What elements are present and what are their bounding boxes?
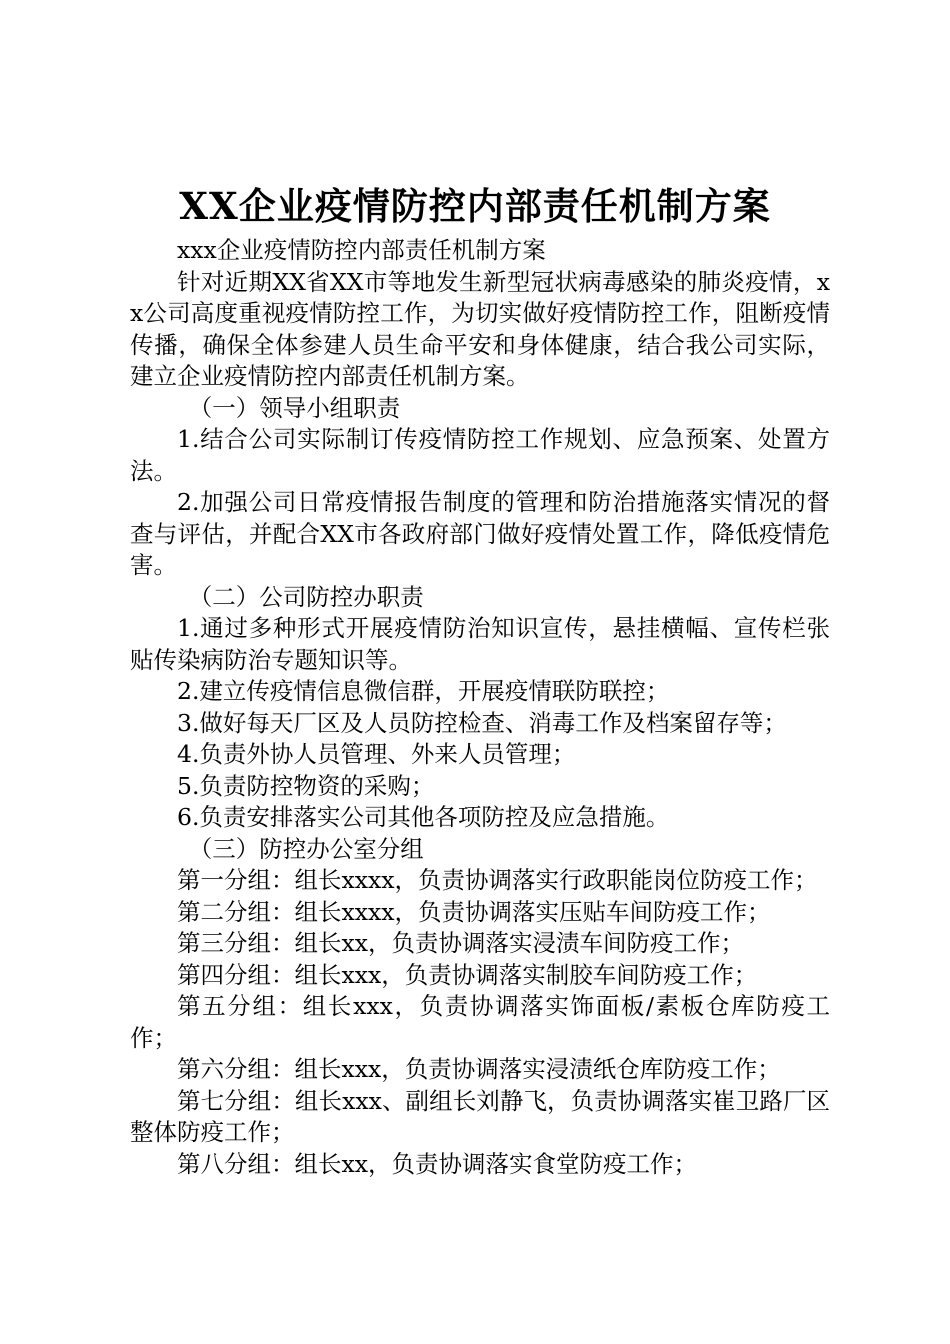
document-title: XX企业疫情防控内部责任机制方案 bbox=[179, 184, 771, 228]
paragraph-group-4: 第四分组：组长xxx，负责协调落实制胶车间防疫工作； bbox=[177, 960, 758, 989]
paragraph-intro: 针对近期XX省XX市等地发生新型冠状病毒感染的肺炎疫情，xx公司高度重视疫情防控工作，为切实做好疫情防控工作，阻断疫情传播，确保全体参建人员生命平安和身体健康，结合我公司实际，建立企业疫情防控内部责任机制方案。 bbox=[130, 267, 830, 390]
paragraph-group-5: 第五分组：组长xxx，负责协调落实饰面板/素板仓库防疫工作； bbox=[130, 992, 830, 1052]
section-heading-leadership: （一）领导小组职责 bbox=[188, 393, 401, 422]
paragraph-group-7: 第七分组：组长xxx、副组长刘静飞，负责协调落实崔卫路厂区整体防疫工作； bbox=[130, 1086, 830, 1146]
paragraph-office-3: 3.做好每天厂区及人员防控检查、消毒工作及档案留存等； bbox=[177, 708, 787, 737]
paragraph-office-5: 5.负责防控物资的采购； bbox=[177, 771, 435, 800]
section-heading-office: （二）公司防控办职责 bbox=[188, 582, 424, 611]
paragraph-group-6: 第六分组：组长xxx，负责协调落实浸渍纸仓库防疫工作； bbox=[177, 1055, 781, 1083]
paragraph-group-1: 第一分组：组长xxxx，负责协调落实行政职能岗位防疫工作； bbox=[177, 866, 818, 894]
paragraph-group-8: 第八分组：组长xx，负责协调落实食堂防疫工作； bbox=[177, 1149, 698, 1178]
paragraph-office-6: 6.负责安排落实公司其他各项防控及应急措施。 bbox=[177, 803, 670, 831]
paragraph-leadership-1: 1.结合公司实际制订传疫情防控工作规划、应急预案、处置方法。 bbox=[130, 425, 830, 485]
paragraph-group-2: 第二分组：组长xxxx，负责协调落实压贴车间防疫工作； bbox=[177, 897, 771, 926]
paragraph-leadership-2: 2.加强公司日常疫情报告制度的管理和防治措施落实情况的督查与评估，并配合XX市各政府部门做好疫情处置工作，降低疫情危害。 bbox=[130, 488, 830, 579]
document-body bbox=[130, 235, 830, 1180]
paragraph-group-3: 第三分组：组长xx，负责协调落实浸渍车间防疫工作； bbox=[177, 929, 745, 957]
section-heading-groups: （三）防控办公室分组 bbox=[188, 834, 424, 863]
paragraph-office-1: 1.通过多种形式开展疫情防治知识宣传，悬挂横幅、宣传栏张贴传染病防治专题知识等。 bbox=[130, 614, 830, 674]
paragraph-office-4: 4.负责外协人员管理、外来人员管理； bbox=[177, 740, 576, 768]
paragraph-office-2: 2.建立传疫情信息微信群，开展疫情联防联控； bbox=[177, 677, 670, 705]
paragraph-subtitle: xxx企业疫情防控内部责任机制方案 bbox=[177, 236, 546, 264]
